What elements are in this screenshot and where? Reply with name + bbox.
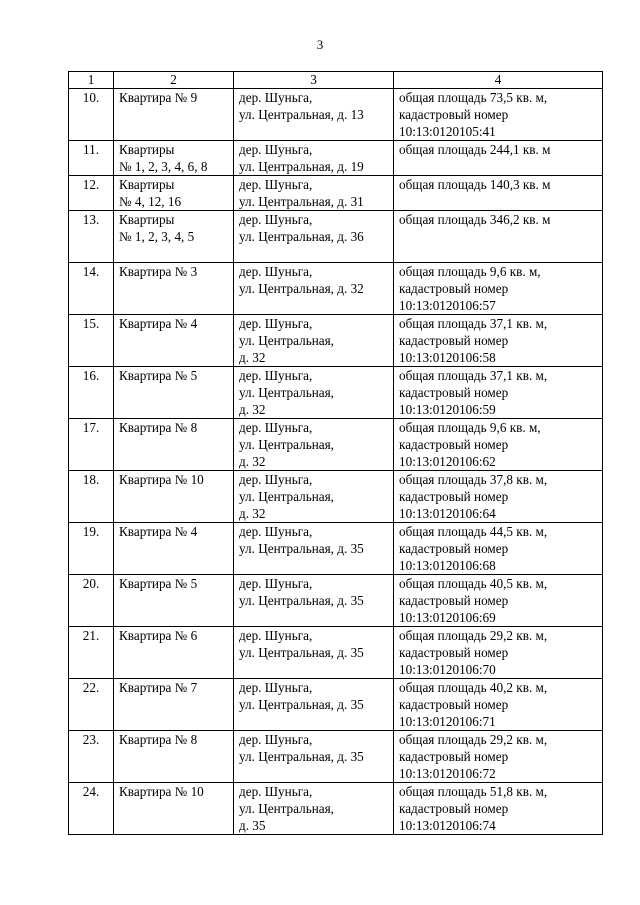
- address-line: ул. Центральная, д. 36: [239, 229, 364, 244]
- object-name-line: Квартира № 10: [119, 784, 204, 799]
- address-line: ул. Центральная, д. 32: [239, 281, 364, 296]
- characteristics-line: 10:13:0120106:68: [399, 558, 496, 573]
- characteristics-line: общая площадь 37,1 кв. м,: [399, 368, 548, 383]
- object-name-line: Квартиры: [119, 142, 175, 157]
- object-name-cell: [114, 176, 234, 211]
- characteristics-line: общая площадь 140,3 кв. м: [399, 177, 551, 192]
- address-line: д. 35: [239, 818, 266, 833]
- address-line: дер. Шуньга,: [239, 732, 313, 747]
- table-row: [69, 575, 603, 627]
- characteristics-line: кадастровый номер: [399, 749, 509, 764]
- address-line: ул. Центральная,: [239, 801, 334, 816]
- characteristics-line: общая площадь 40,2 кв. м,: [399, 680, 548, 695]
- address-cell: [234, 263, 394, 315]
- characteristics-line: общая площадь 346,2 кв. м: [399, 212, 551, 227]
- characteristics-line: 10:13:0120106:57: [399, 298, 496, 313]
- column-header-2: 2: [114, 72, 234, 89]
- characteristics-line: кадастровый номер: [399, 385, 509, 400]
- object-name-line: Квартира № 10: [119, 472, 204, 487]
- characteristics-line: 10:13:0120106:71: [399, 714, 496, 729]
- address-cell: [234, 731, 394, 783]
- characteristics-line: 10:13:0120106:58: [399, 350, 496, 365]
- characteristics-line: общая площадь 9,6 кв. м,: [399, 264, 541, 279]
- characteristics-cell: [394, 731, 603, 783]
- characteristics-line: общая площадь 29,2 кв. м,: [399, 628, 548, 643]
- address-line: дер. Шуньга,: [239, 142, 313, 157]
- table-row: [69, 367, 603, 419]
- table-header-row: [69, 72, 603, 89]
- address-cell: [234, 783, 394, 835]
- object-name-line: Квартира № 3: [119, 264, 198, 279]
- address-cell: [234, 176, 394, 211]
- object-name-line: № 1, 2, 3, 4, 5: [119, 229, 195, 244]
- object-name-cell: [114, 731, 234, 783]
- characteristics-line: кадастровый номер: [399, 645, 509, 660]
- characteristics-cell: [394, 627, 603, 679]
- characteristics-line: общая площадь 29,2 кв. м,: [399, 732, 548, 747]
- table-body: [69, 89, 603, 835]
- object-name-line: № 1, 2, 3, 4, 6, 8: [119, 159, 208, 174]
- address-line: ул. Центральная,: [239, 385, 334, 400]
- row-number-cell: 19.: [69, 523, 114, 575]
- object-name-cell: [114, 419, 234, 471]
- characteristics-line: кадастровый номер: [399, 333, 509, 348]
- table-row: [69, 731, 603, 783]
- row-number-cell: 14.: [69, 263, 114, 315]
- object-name-cell: [114, 89, 234, 141]
- characteristics-line: кадастровый номер: [399, 107, 509, 122]
- object-name-cell: [114, 141, 234, 176]
- characteristics-cell: [394, 679, 603, 731]
- address-line: ул. Центральная,: [239, 489, 334, 504]
- row-number-cell: 12.: [69, 176, 114, 211]
- characteristics-line: 10:13:0120106:64: [399, 506, 496, 521]
- object-name-line: Квартиры: [119, 177, 175, 192]
- characteristics-cell: [394, 367, 603, 419]
- address-line: ул. Центральная, д. 31: [239, 194, 364, 209]
- characteristics-line: общая площадь 73,5 кв. м,: [399, 90, 548, 105]
- characteristics-cell: [394, 419, 603, 471]
- characteristics-line: 10:13:0120106:69: [399, 610, 496, 625]
- address-cell: [234, 627, 394, 679]
- characteristics-cell: [394, 211, 603, 263]
- object-name-line: Квартиры: [119, 212, 175, 227]
- object-name-line: Квартира № 4: [119, 316, 198, 331]
- characteristics-line: общая площадь 44,5 кв. м,: [399, 524, 548, 539]
- address-cell: [234, 419, 394, 471]
- table-row: [69, 176, 603, 211]
- characteristics-line: кадастровый номер: [399, 593, 509, 608]
- characteristics-line: 10:13:0120106:59: [399, 402, 496, 417]
- table-row: [69, 419, 603, 471]
- object-name-cell: [114, 783, 234, 835]
- address-line: ул. Центральная, д. 35: [239, 541, 364, 556]
- address-line: ул. Центральная,: [239, 437, 334, 452]
- object-name-line: Квартира № 5: [119, 576, 198, 591]
- characteristics-line: кадастровый номер: [399, 281, 509, 296]
- address-cell: [234, 679, 394, 731]
- table-row: [69, 315, 603, 367]
- characteristics-line: кадастровый номер: [399, 437, 509, 452]
- characteristics-cell: [394, 89, 603, 141]
- object-name-cell: [114, 523, 234, 575]
- object-name-cell: [114, 679, 234, 731]
- object-name-cell: [114, 315, 234, 367]
- row-number-cell: 13.: [69, 211, 114, 263]
- row-number-cell: 17.: [69, 419, 114, 471]
- address-cell: [234, 315, 394, 367]
- object-name-line: Квартира № 7: [119, 680, 198, 695]
- characteristics-line: кадастровый номер: [399, 489, 509, 504]
- address-line: ул. Центральная, д. 35: [239, 697, 364, 712]
- address-cell: [234, 575, 394, 627]
- characteristics-line: общая площадь 37,8 кв. м,: [399, 472, 548, 487]
- characteristics-cell: [394, 263, 603, 315]
- address-line: д. 32: [239, 506, 266, 521]
- address-line: дер. Шуньга,: [239, 524, 313, 539]
- object-name-line: Квартира № 9: [119, 90, 198, 105]
- address-cell: [234, 141, 394, 176]
- object-name-line: Квартира № 4: [119, 524, 198, 539]
- address-cell: [234, 523, 394, 575]
- address-line: ул. Центральная, д. 19: [239, 159, 364, 174]
- address-line: дер. Шуньга,: [239, 576, 313, 591]
- address-line: д. 32: [239, 454, 266, 469]
- table-row: [69, 783, 603, 835]
- object-name-line: № 4, 12, 16: [119, 194, 182, 209]
- address-cell: [234, 211, 394, 263]
- characteristics-cell: [394, 575, 603, 627]
- object-name-cell: [114, 211, 234, 263]
- characteristics-line: общая площадь 40,5 кв. м,: [399, 576, 548, 591]
- column-header-4: 4: [394, 72, 603, 89]
- row-number-cell: 11.: [69, 141, 114, 176]
- row-number-cell: 22.: [69, 679, 114, 731]
- address-line: дер. Шуньга,: [239, 90, 313, 105]
- address-line: дер. Шуньга,: [239, 316, 313, 331]
- characteristics-cell: [394, 783, 603, 835]
- page-number: 3: [316, 37, 324, 52]
- address-line: ул. Центральная, д. 35: [239, 645, 364, 660]
- table-row: [69, 679, 603, 731]
- address-line: д. 32: [239, 402, 266, 417]
- column-header-1: 1: [69, 72, 114, 89]
- table-row: [69, 627, 603, 679]
- table-row: [69, 89, 603, 141]
- row-number-cell: 24.: [69, 783, 114, 835]
- object-name-cell: [114, 627, 234, 679]
- table-row: [69, 471, 603, 523]
- property-table: [68, 71, 603, 835]
- object-name-cell: [114, 471, 234, 523]
- address-line: дер. Шуньга,: [239, 212, 313, 227]
- address-line: ул. Центральная, д. 13: [239, 107, 364, 122]
- characteristics-cell: [394, 315, 603, 367]
- address-cell: [234, 89, 394, 141]
- characteristics-cell: [394, 471, 603, 523]
- row-number-cell: 16.: [69, 367, 114, 419]
- address-line: дер. Шуньга,: [239, 177, 313, 192]
- characteristics-line: общая площадь 9,6 кв. м,: [399, 420, 541, 435]
- object-name-cell: [114, 263, 234, 315]
- address-line: ул. Центральная, д. 35: [239, 749, 364, 764]
- object-name-cell: [114, 575, 234, 627]
- address-line: дер. Шуньга,: [239, 628, 313, 643]
- table-row: [69, 263, 603, 315]
- address-line: дер. Шуньга,: [239, 420, 313, 435]
- characteristics-cell: [394, 176, 603, 211]
- table-row: [69, 211, 603, 263]
- row-number-cell: 23.: [69, 731, 114, 783]
- characteristics-line: общая площадь 244,1 кв. м: [399, 142, 551, 157]
- object-name-line: Квартира № 8: [119, 732, 198, 747]
- address-line: д. 32: [239, 350, 266, 365]
- object-name-cell: [114, 367, 234, 419]
- address-line: дер. Шуньга,: [239, 680, 313, 695]
- row-number-cell: 18.: [69, 471, 114, 523]
- characteristics-line: кадастровый номер: [399, 801, 509, 816]
- row-number-cell: 21.: [69, 627, 114, 679]
- object-name-line: Квартира № 5: [119, 368, 198, 383]
- column-header-3: 3: [234, 72, 394, 89]
- characteristics-line: общая площадь 37,1 кв. м,: [399, 316, 548, 331]
- address-line: ул. Центральная,: [239, 333, 334, 348]
- characteristics-line: 10:13:0120106:72: [399, 766, 496, 781]
- characteristics-line: кадастровый номер: [399, 697, 509, 712]
- address-cell: [234, 471, 394, 523]
- characteristics-cell: [394, 523, 603, 575]
- characteristics-line: кадастровый номер: [399, 541, 509, 556]
- object-name-line: Квартира № 8: [119, 420, 198, 435]
- address-line: дер. Шуньга,: [239, 472, 313, 487]
- address-cell: [234, 367, 394, 419]
- address-line: дер. Шуньга,: [239, 368, 313, 383]
- address-line: ул. Центральная, д. 35: [239, 593, 364, 608]
- address-line: дер. Шуньга,: [239, 264, 313, 279]
- characteristics-line: общая площадь 51,8 кв. м,: [399, 784, 548, 799]
- characteristics-line: 10:13:0120106:62: [399, 454, 496, 469]
- characteristics-cell: [394, 141, 603, 176]
- object-name-line: Квартира № 6: [119, 628, 198, 643]
- table-row: [69, 141, 603, 176]
- characteristics-line: 10:13:0120106:74: [399, 818, 496, 833]
- row-number-cell: 10.: [69, 89, 114, 141]
- table-row: [69, 523, 603, 575]
- characteristics-line: 10:13:0120105:41: [399, 124, 496, 139]
- row-number-cell: 20.: [69, 575, 114, 627]
- row-number-cell: 15.: [69, 315, 114, 367]
- address-line: дер. Шуньга,: [239, 784, 313, 799]
- characteristics-line: 10:13:0120106:70: [399, 662, 496, 677]
